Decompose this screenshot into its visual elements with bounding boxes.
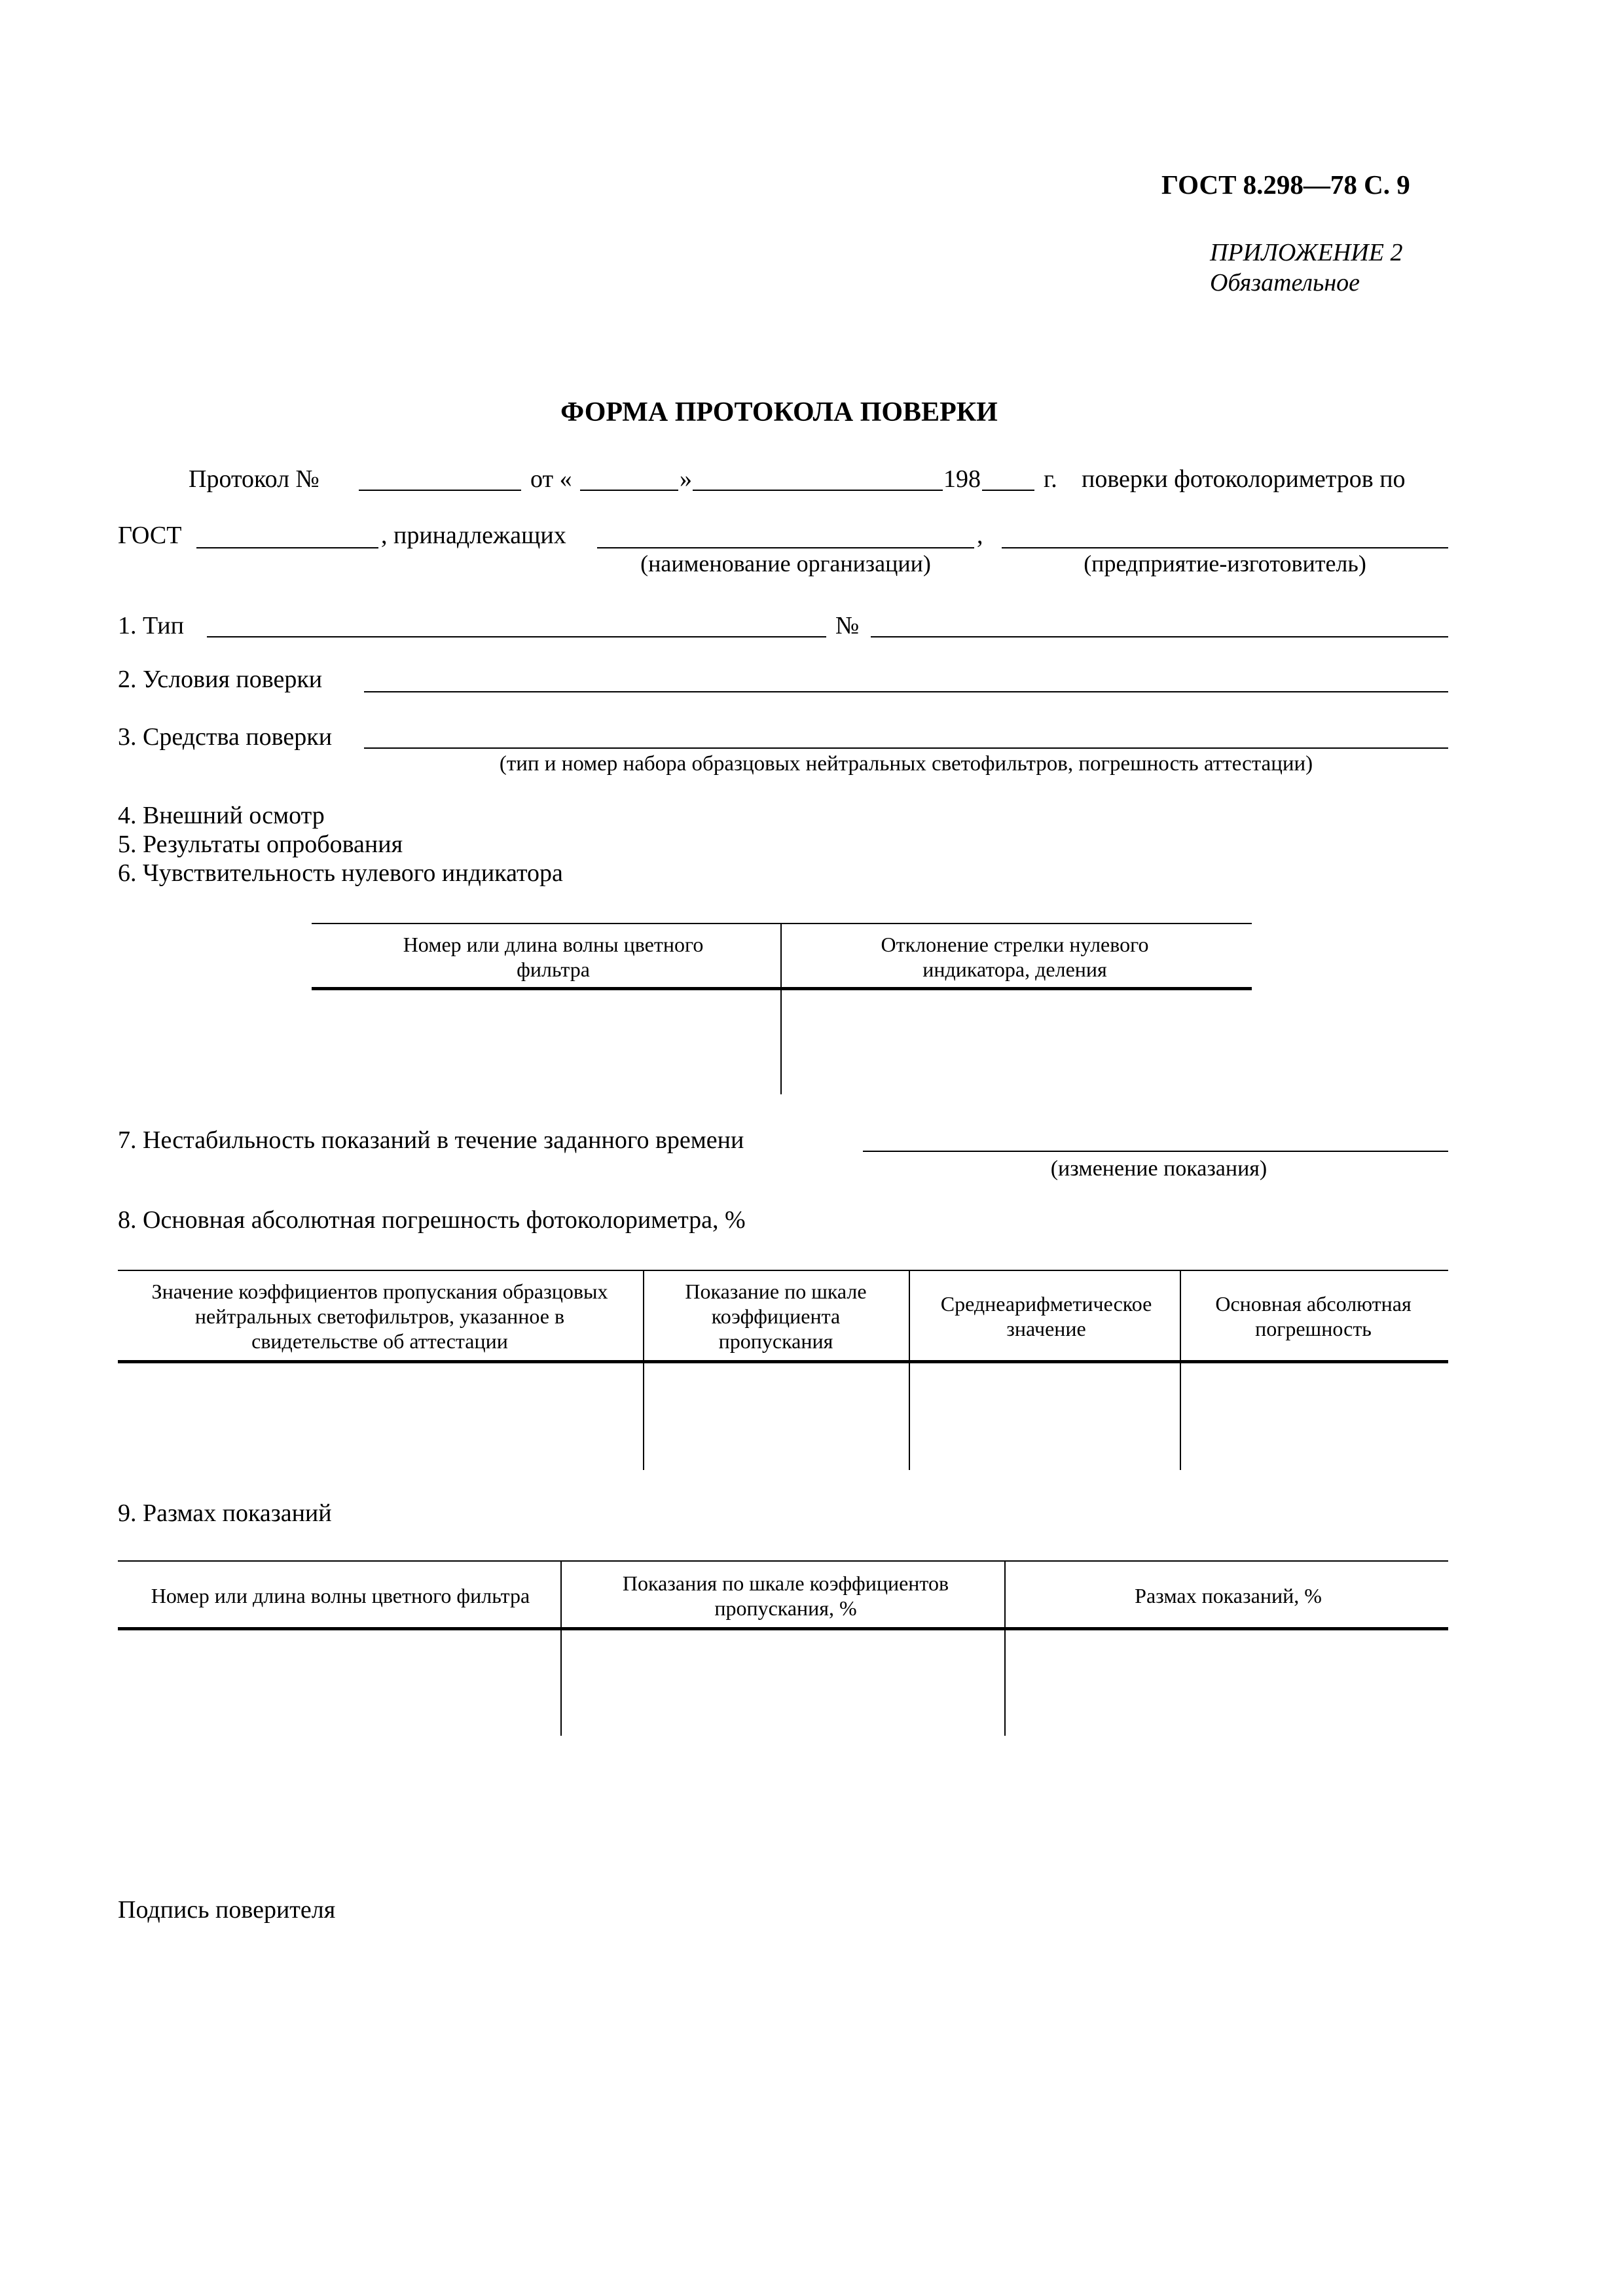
table-header-filter: Номер или длина волны цветного фильтра: [403, 933, 704, 981]
item-inspection: 4. Внешний осмотр: [118, 802, 325, 829]
item-type-label: 1. Тип: [118, 612, 184, 639]
table-empty-cell[interactable]: [118, 1365, 642, 1470]
protocol-number-blank[interactable]: [359, 490, 521, 491]
item-testing: 5. Результаты опробования: [118, 831, 403, 858]
item-main-error-label: 8. Основная абсолютная погрешность фотоколориметра, %: [118, 1206, 746, 1234]
appendix-status: Обязательное: [1210, 269, 1360, 296]
conditions-blank[interactable]: [364, 691, 1448, 692]
table-column-divider: [1180, 1270, 1181, 1470]
table-empty-cell[interactable]: [118, 1632, 559, 1736]
document-reference: ГОСТ 8.298—78 С. 9: [1161, 170, 1410, 200]
table-empty-cell[interactable]: [312, 992, 779, 1094]
manufacturer-caption: (предприятие-изготовитель): [1084, 550, 1366, 577]
table-column-divider: [643, 1270, 644, 1470]
item-means-label: 3. Средства поверки: [118, 723, 333, 751]
protocol-day-blank[interactable]: [580, 490, 678, 491]
protocol-month-blank[interactable]: [693, 490, 943, 491]
table-header-scale-reading: Показание по шкале коэффициента пропускания: [685, 1280, 867, 1353]
gost-label: ГОСТ: [118, 522, 182, 549]
table-header-scale-readings: Показания по шкале коэффициентов пропускания, %: [622, 1571, 949, 1620]
table-header-reference-transmittance: Значение коэффициентов пропускания образцовых нейтральных светофильтров, указанное в свидетельстве об аттестации: [151, 1280, 608, 1353]
table-empty-cell[interactable]: [1007, 1632, 1448, 1736]
device-number-blank[interactable]: [871, 636, 1448, 637]
organization-blank[interactable]: [597, 547, 974, 548]
table-header-rule: [118, 1360, 1448, 1363]
appendix-label: ПРИЛОЖЕНИЕ 2: [1210, 239, 1403, 266]
page-title: ФОРМА ПРОТОКОЛА ПОВЕРКИ: [560, 397, 998, 427]
table-header-mean-value: Среднеарифметическое значение: [940, 1292, 1152, 1340]
protocol-subject: поверки фотоколориметров по: [1082, 465, 1406, 493]
item-range-label: 9. Размах показаний: [118, 1499, 332, 1527]
table-header-filter: Номер или длина волны цветного фильтра: [151, 1584, 530, 1607]
protocol-year-blank[interactable]: [982, 490, 1034, 491]
table-top-rule: [118, 1560, 1448, 1562]
table-header-absolute-error: Основная абсолютная погрешность: [1215, 1292, 1412, 1340]
protocol-date-from: от «: [530, 465, 572, 493]
table-empty-cell[interactable]: [646, 1365, 907, 1470]
table-header-rule: [118, 1627, 1448, 1630]
organization-caption: (наименование организации): [640, 550, 931, 577]
protocol-date-quote: »: [680, 465, 692, 493]
gost-number-blank[interactable]: [196, 547, 378, 548]
gost-line-comma: ,: [977, 522, 983, 549]
table-empty-cell[interactable]: [783, 992, 1252, 1094]
protocol-year-suffix: г.: [1044, 465, 1057, 493]
table-header-deviation: Отклонение стрелки нулевого индикатора, деления: [881, 933, 1149, 981]
table-column-divider: [560, 1560, 562, 1736]
belonging-label: , принадлежащих: [381, 522, 566, 549]
table-column-divider: [909, 1270, 910, 1470]
instability-caption: (изменение показания): [1050, 1157, 1267, 1181]
item-conditions-label: 2. Условия поверки: [118, 666, 323, 693]
table-column-divider: [780, 923, 782, 1094]
table-header-rule: [312, 987, 1252, 990]
item-number-sign: №: [835, 612, 860, 639]
table-top-rule: [118, 1270, 1448, 1271]
protocol-year-prefix: 198: [943, 465, 981, 493]
means-caption: (тип и номер набора образцовых нейтральных светофильтров, погрешность аттестации): [499, 752, 1313, 776]
type-blank[interactable]: [207, 636, 826, 637]
table-top-rule: [312, 923, 1252, 924]
protocol-number-label: Протокол №: [189, 465, 319, 493]
table-empty-cell[interactable]: [563, 1632, 1003, 1736]
table-empty-cell[interactable]: [1182, 1365, 1448, 1470]
item-instability-label: 7. Нестабильность показаний в течение заданного времени: [118, 1126, 744, 1154]
verifier-signature-label: Подпись поверителя: [118, 1896, 336, 1924]
table-empty-cell[interactable]: [911, 1365, 1178, 1470]
item-sensitivity: 6. Чувствительность нулевого индикатора: [118, 859, 563, 887]
instability-blank[interactable]: [863, 1151, 1448, 1152]
manufacturer-blank[interactable]: [1002, 547, 1448, 548]
table-column-divider: [1004, 1560, 1006, 1736]
means-blank[interactable]: [364, 747, 1448, 749]
table-header-range: Размах показаний, %: [1135, 1584, 1322, 1607]
